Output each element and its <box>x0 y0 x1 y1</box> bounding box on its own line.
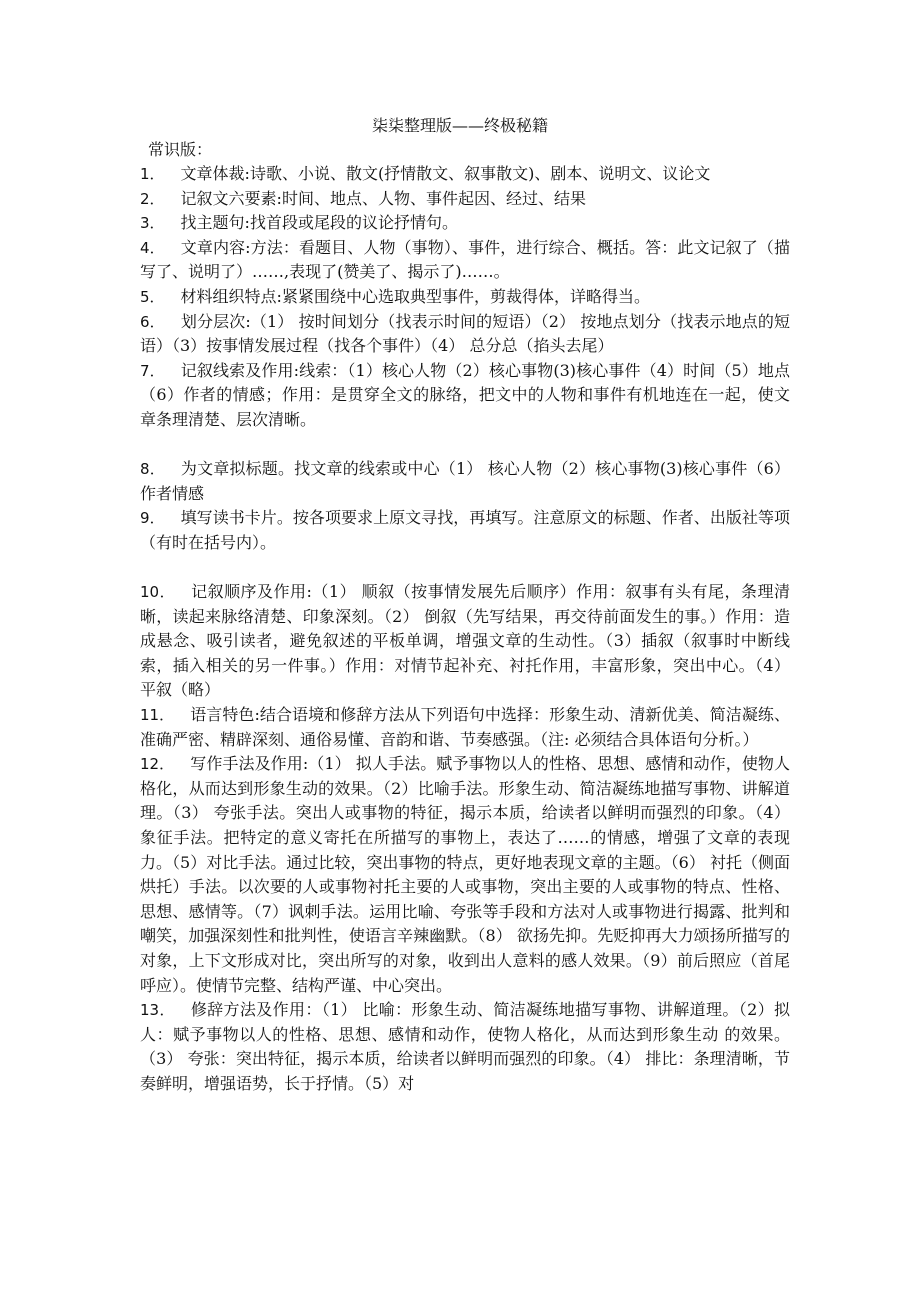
item-number: 10． <box>140 583 176 602</box>
item-number: 8． <box>140 460 165 479</box>
item-number: 4． <box>140 238 165 257</box>
item-text: 记叙文六要素:时间、地点、人物、事件起因、经过、结果 <box>180 188 586 208</box>
item-number: 3． <box>140 214 165 233</box>
item-text: 记叙顺序及作用:（1） 顺叙（按事情发展先后顺序）作用：叙事有头有尾，条理清晰，读起来脉络清楚、印象深刻。（2） 倒叙（先写结果，再交待前面发生的事。）作用：造成悬念、吸引读者，避免叙述的平板单调，增强文章的生动性。（3）插叙（叙事时中断线索，插入相关的另一件事。）作用：对情节起补充、衬托作用，丰富形象，突出中心。（4） 平叙（略） <box>140 582 790 700</box>
list-item <box>140 506 790 555</box>
list-item <box>140 211 790 236</box>
item-text: 填写读书卡片。按各项要求上原文寻找，再填写。注意原文的标题、作者、出版社等项（有时在括号内）。 <box>140 508 790 552</box>
item-number: 12． <box>140 755 175 774</box>
list-item <box>140 580 790 703</box>
document-title: 柒柒整理版——终极秘籍 <box>371 116 548 135</box>
item-text: 文章内容:方法：看题目、人物（事物）、事件，进行综合、概括。答：此文记叙了（描写了、说明了）……,表现了(赞美了、揭示了)……。 <box>140 237 790 282</box>
list-item <box>140 752 790 998</box>
list-item <box>140 998 790 1096</box>
item-text: 语言特色:结合语境和修辞方法从下列语句中选择：形象生动、清新优美、简洁凝练、准确严密、精辟深刻、通俗易懂、音韵和谐、节奏感强。（注: 必须结合具体语句分析。） <box>140 705 790 749</box>
list-item <box>140 236 790 285</box>
list-item <box>140 310 790 359</box>
item-list <box>140 162 790 1097</box>
list-item <box>140 703 790 752</box>
item-number: 2． <box>140 189 165 208</box>
item-text: 为文章拟标题。找文章的线索或中心（1） 核心人物（2）核心事物(3)核心事件（6）作者情感 <box>140 459 790 503</box>
item-text: 找主题句:找首段或尾段的议论抒情句。 <box>180 213 458 233</box>
list-item <box>140 457 790 506</box>
list-item <box>140 359 790 433</box>
list-item <box>140 187 790 212</box>
list-item <box>140 285 790 310</box>
list-item <box>140 162 790 187</box>
item-number: 6． <box>140 312 165 331</box>
item-text: 写作手法及作用:（1） 拟人手法。赋予事物以人的性格、思想、感情和动作，使物人格化，从而达到形象生动的效果。（2）比喻手法。形象生动、简洁凝练地描写事物、讲解道理。（3） 夸张手法。突出人或事物的特征，揭示本质，给读者以鲜明而强烈的印象。（4） 象征手法。把特定的意义寄托在所描写的事物上，表达了……的情感，增强了文章的表现力。（5）对比手法。通过比较，突出事物的特点，更好地表现文章的主题。（6） 衬托（侧面烘托）手法。以次要的人或事物衬托主要的人或事物，突出主要的人或事物的特点、性格、思想、感情等。（7）讽刺手法。运用比喻、夸张等手段和方法对人或事物进行揭露、批判和嘲笑，加强深刻性和批判性，使语言辛辣幽默。（8） 欲扬先抑。先贬抑再大力颂扬所描写的对象，上下文形成对比，突出所写的对象，收到出人意料的感人效果。（9）前后照应（首尾呼应）。使情节完整、结构严谨、中心突出。 <box>140 754 790 995</box>
item-text: 修辞方法及作用：（1） 比喻：形象生动、简洁凝练地描写事物、讲解道理。（2）拟人：赋予事物以人的性格、思想、感情和动作，使物人格化，从而达到形象生动 的效果。（3） 夸张：突出特征，揭示本质，给读者以鲜明而强烈的印象。（4） 排比：条理清晰，节奏鲜明，增强语势，长于抒情。（5）对 <box>140 1000 790 1093</box>
item-number: 11． <box>140 706 175 725</box>
item-number: 13． <box>140 1001 175 1020</box>
item-number: 5． <box>140 287 165 306</box>
item-text: 材料组织特点:紧紧围绕中心选取典型事件，剪裁得体，详略得当。 <box>180 286 650 306</box>
item-number: 7． <box>140 361 165 380</box>
item-number: 1． <box>140 165 165 183</box>
item-text: 划分层次:（1） 按时间划分（找表示时间的短语）（2） 按地点划分（找表示地点的短语）（3）按事情发展过程（找各个事件）（4） 总分总（掐头去尾） <box>140 311 790 356</box>
item-number: 9． <box>140 509 165 528</box>
item-text: 文章体裁:诗歌、小说、散文(抒情散文、叙事散文)、剧本、说明文、议论文 <box>180 164 711 183</box>
item-text: 记叙线索及作用:线索：（1）核心人物（2）核心事物(3)核心事件（4）时间（5）地点（6）作者的情感；作用：是贯穿全文的脉络，把文中的人物和事件有机地连在一起，使文章条理清楚、层次清晰。 <box>140 360 790 429</box>
section-heading: 常识版： <box>148 140 213 159</box>
